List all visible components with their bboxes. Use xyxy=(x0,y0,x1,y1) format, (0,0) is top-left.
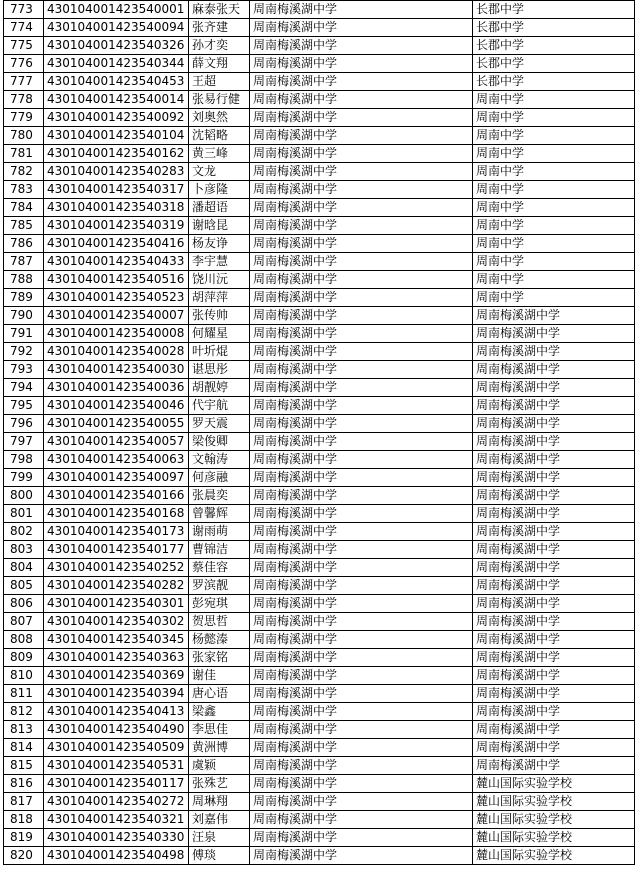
student-name: 汪泉 xyxy=(189,829,250,847)
student-id: 430104001423540326 xyxy=(44,37,189,55)
table-row xyxy=(4,217,635,235)
student-id: 430104001423540001 xyxy=(44,1,189,19)
graduating-school: 周南梅溪湖中学 xyxy=(250,325,473,343)
row-number: 800 xyxy=(4,487,44,505)
row-number: 799 xyxy=(4,469,44,487)
student-id: 430104001423540055 xyxy=(44,415,189,433)
student-id: 430104001423540523 xyxy=(44,289,189,307)
student-name: 叶圻焜 xyxy=(189,343,250,361)
table-row xyxy=(4,325,635,343)
graduating-school: 周南梅溪湖中学 xyxy=(250,595,473,613)
admitted-school: 长郡中学 xyxy=(473,1,635,19)
student-id: 430104001423540057 xyxy=(44,433,189,451)
row-number: 797 xyxy=(4,433,44,451)
admitted-school: 周南梅溪湖中学 xyxy=(473,361,635,379)
row-number: 781 xyxy=(4,145,44,163)
graduating-school: 周南梅溪湖中学 xyxy=(250,235,473,253)
row-number: 795 xyxy=(4,397,44,415)
row-number: 804 xyxy=(4,559,44,577)
student-id: 430104001423540321 xyxy=(44,811,189,829)
table-row xyxy=(4,271,635,289)
student-id: 430104001423540014 xyxy=(44,91,189,109)
graduating-school: 周南梅溪湖中学 xyxy=(250,685,473,703)
table-row xyxy=(4,379,635,397)
student-name: 文翰涛 xyxy=(189,451,250,469)
student-id: 430104001423540319 xyxy=(44,217,189,235)
row-number: 784 xyxy=(4,199,44,217)
table-row xyxy=(4,163,635,181)
student-name: 麻泰张天 xyxy=(189,1,250,19)
table-row xyxy=(4,667,635,685)
student-name: 张晨奕 xyxy=(189,487,250,505)
table-row xyxy=(4,19,635,37)
admitted-school: 周南梅溪湖中学 xyxy=(473,577,635,595)
student-name: 黄洲博 xyxy=(189,739,250,757)
student-name: 刘嘉伟 xyxy=(189,811,250,829)
admitted-school: 周南梅溪湖中学 xyxy=(473,757,635,775)
row-number: 809 xyxy=(4,649,44,667)
admitted-school: 周南中学 xyxy=(473,289,635,307)
student-id: 430104001423540363 xyxy=(44,649,189,667)
student-id: 430104001423540272 xyxy=(44,793,189,811)
student-id: 430104001423540302 xyxy=(44,613,189,631)
admitted-school: 周南梅溪湖中学 xyxy=(473,523,635,541)
graduating-school: 周南梅溪湖中学 xyxy=(250,361,473,379)
admitted-school: 周南梅溪湖中学 xyxy=(473,325,635,343)
table-row xyxy=(4,775,635,793)
student-name: 虞颖 xyxy=(189,757,250,775)
table-row xyxy=(4,361,635,379)
admitted-school: 周南梅溪湖中学 xyxy=(473,541,635,559)
row-number: 814 xyxy=(4,739,44,757)
student-id: 430104001423540177 xyxy=(44,541,189,559)
student-name: 杨懿溱 xyxy=(189,631,250,649)
row-number: 785 xyxy=(4,217,44,235)
graduating-school: 周南梅溪湖中学 xyxy=(250,289,473,307)
row-number: 788 xyxy=(4,271,44,289)
table-row xyxy=(4,505,635,523)
table-row xyxy=(4,145,635,163)
student-id: 430104001423540317 xyxy=(44,181,189,199)
row-number: 819 xyxy=(4,829,44,847)
student-id: 430104001423540007 xyxy=(44,307,189,325)
admitted-school: 周南中学 xyxy=(473,235,635,253)
row-number: 792 xyxy=(4,343,44,361)
table-row xyxy=(4,307,635,325)
table-row xyxy=(4,181,635,199)
admitted-school: 周南梅溪湖中学 xyxy=(473,343,635,361)
student-id: 430104001423540369 xyxy=(44,667,189,685)
graduating-school: 周南梅溪湖中学 xyxy=(250,721,473,739)
table-row xyxy=(4,739,635,757)
student-id: 430104001423540413 xyxy=(44,703,189,721)
student-id: 430104001423540498 xyxy=(44,847,189,865)
student-id: 430104001423540490 xyxy=(44,721,189,739)
admitted-school: 周南中学 xyxy=(473,217,635,235)
student-name: 彭宛琪 xyxy=(189,595,250,613)
student-name: 孙才奕 xyxy=(189,37,250,55)
row-number: 779 xyxy=(4,109,44,127)
student-name: 李思佳 xyxy=(189,721,250,739)
table-row xyxy=(4,289,635,307)
graduating-school: 周南梅溪湖中学 xyxy=(250,1,473,19)
student-id: 430104001423540531 xyxy=(44,757,189,775)
table-row xyxy=(4,577,635,595)
admitted-school: 周南梅溪湖中学 xyxy=(473,379,635,397)
graduating-school: 周南梅溪湖中学 xyxy=(250,37,473,55)
table-row xyxy=(4,343,635,361)
student-name: 文龙 xyxy=(189,163,250,181)
student-name: 谢雨萌 xyxy=(189,523,250,541)
student-id: 430104001423540318 xyxy=(44,199,189,217)
student-name: 罗滨靓 xyxy=(189,577,250,595)
admitted-school: 周南梅溪湖中学 xyxy=(473,613,635,631)
student-name: 张齐建 xyxy=(189,19,250,37)
student-id: 430104001423540453 xyxy=(44,73,189,91)
table-row xyxy=(4,793,635,811)
student-name: 沈韬略 xyxy=(189,127,250,145)
row-number: 818 xyxy=(4,811,44,829)
admitted-school: 周南梅溪湖中学 xyxy=(473,739,635,757)
student-name: 谌思彤 xyxy=(189,361,250,379)
table-row xyxy=(4,235,635,253)
student-id: 430104001423540117 xyxy=(44,775,189,793)
graduating-school: 周南梅溪湖中学 xyxy=(250,19,473,37)
student-name: 薛文翔 xyxy=(189,55,250,73)
graduating-school: 周南梅溪湖中学 xyxy=(250,451,473,469)
admitted-school: 周南梅溪湖中学 xyxy=(473,667,635,685)
student-id: 430104001423540104 xyxy=(44,127,189,145)
table-row xyxy=(4,649,635,667)
student-id: 430104001423540433 xyxy=(44,253,189,271)
student-id: 430104001423540330 xyxy=(44,829,189,847)
admitted-school: 麓山国际实验学校 xyxy=(473,775,635,793)
row-number: 775 xyxy=(4,37,44,55)
admitted-school: 周南中学 xyxy=(473,145,635,163)
admitted-school: 周南中学 xyxy=(473,109,635,127)
student-id: 430104001423540008 xyxy=(44,325,189,343)
student-name: 代宇航 xyxy=(189,397,250,415)
student-name: 梁鑫 xyxy=(189,703,250,721)
row-number: 820 xyxy=(4,847,44,865)
row-number: 791 xyxy=(4,325,44,343)
graduating-school: 周南梅溪湖中学 xyxy=(250,703,473,721)
graduating-school: 周南梅溪湖中学 xyxy=(250,307,473,325)
student-name: 刘奥然 xyxy=(189,109,250,127)
table-row xyxy=(4,109,635,127)
row-number: 778 xyxy=(4,91,44,109)
graduating-school: 周南梅溪湖中学 xyxy=(250,379,473,397)
student-name: 饶川沅 xyxy=(189,271,250,289)
row-number: 798 xyxy=(4,451,44,469)
student-id: 430104001423540509 xyxy=(44,739,189,757)
student-name: 李宇慧 xyxy=(189,253,250,271)
graduating-school: 周南梅溪湖中学 xyxy=(250,91,473,109)
row-number: 815 xyxy=(4,757,44,775)
graduating-school: 周南梅溪湖中学 xyxy=(250,109,473,127)
student-name: 曹锦洁 xyxy=(189,541,250,559)
row-number: 806 xyxy=(4,595,44,613)
graduating-school: 周南梅溪湖中学 xyxy=(250,793,473,811)
student-id: 430104001423540046 xyxy=(44,397,189,415)
table-row xyxy=(4,55,635,73)
row-number: 810 xyxy=(4,667,44,685)
table-row xyxy=(4,523,635,541)
table-row xyxy=(4,541,635,559)
admitted-school: 周南中学 xyxy=(473,91,635,109)
admitted-school: 周南梅溪湖中学 xyxy=(473,595,635,613)
row-number: 816 xyxy=(4,775,44,793)
graduating-school: 周南梅溪湖中学 xyxy=(250,433,473,451)
graduating-school: 周南梅溪湖中学 xyxy=(250,847,473,865)
student-name: 曾馨辉 xyxy=(189,505,250,523)
row-number: 813 xyxy=(4,721,44,739)
student-name: 卜彦隆 xyxy=(189,181,250,199)
graduating-school: 周南梅溪湖中学 xyxy=(250,559,473,577)
student-name: 黄三峰 xyxy=(189,145,250,163)
table-row xyxy=(4,199,635,217)
table-row xyxy=(4,559,635,577)
table-row xyxy=(4,415,635,433)
graduating-school: 周南梅溪湖中学 xyxy=(250,415,473,433)
graduating-school: 周南梅溪湖中学 xyxy=(250,469,473,487)
graduating-school: 周南梅溪湖中学 xyxy=(250,487,473,505)
admitted-school: 周南梅溪湖中学 xyxy=(473,433,635,451)
student-name: 杨友诤 xyxy=(189,235,250,253)
admitted-school: 麓山国际实验学校 xyxy=(473,793,635,811)
graduating-school: 周南梅溪湖中学 xyxy=(250,613,473,631)
student-id: 430104001423540301 xyxy=(44,595,189,613)
table-row xyxy=(4,703,635,721)
row-number: 805 xyxy=(4,577,44,595)
student-id: 430104001423540344 xyxy=(44,55,189,73)
table-row xyxy=(4,487,635,505)
admitted-school: 周南梅溪湖中学 xyxy=(473,469,635,487)
table-row xyxy=(4,811,635,829)
row-number: 776 xyxy=(4,55,44,73)
row-number: 803 xyxy=(4,541,44,559)
graduating-school: 周南梅溪湖中学 xyxy=(250,55,473,73)
graduating-school: 周南梅溪湖中学 xyxy=(250,217,473,235)
admitted-school: 周南中学 xyxy=(473,199,635,217)
admitted-school: 周南中学 xyxy=(473,163,635,181)
admission-list-table xyxy=(3,0,635,865)
graduating-school: 周南梅溪湖中学 xyxy=(250,811,473,829)
admitted-school: 长郡中学 xyxy=(473,55,635,73)
student-name: 张传帅 xyxy=(189,307,250,325)
student-name: 胡萍萍 xyxy=(189,289,250,307)
table-row xyxy=(4,253,635,271)
row-number: 808 xyxy=(4,631,44,649)
row-number: 774 xyxy=(4,19,44,37)
student-name: 张易行健 xyxy=(189,91,250,109)
admitted-school: 周南梅溪湖中学 xyxy=(473,415,635,433)
student-id: 430104001423540063 xyxy=(44,451,189,469)
graduating-school: 周南梅溪湖中学 xyxy=(250,577,473,595)
admitted-school: 麓山国际实验学校 xyxy=(473,829,635,847)
graduating-school: 周南梅溪湖中学 xyxy=(250,829,473,847)
admitted-school: 周南梅溪湖中学 xyxy=(473,721,635,739)
table-row xyxy=(4,127,635,145)
admitted-school: 周南梅溪湖中学 xyxy=(473,685,635,703)
admitted-school: 周南中学 xyxy=(473,181,635,199)
student-id: 430104001423540166 xyxy=(44,487,189,505)
student-name: 梁俊卿 xyxy=(189,433,250,451)
admitted-school: 周南梅溪湖中学 xyxy=(473,703,635,721)
row-number: 789 xyxy=(4,289,44,307)
table-row xyxy=(4,91,635,109)
row-number: 780 xyxy=(4,127,44,145)
admitted-school: 长郡中学 xyxy=(473,37,635,55)
graduating-school: 周南梅溪湖中学 xyxy=(250,145,473,163)
graduating-school: 周南梅溪湖中学 xyxy=(250,667,473,685)
graduating-school: 周南梅溪湖中学 xyxy=(250,73,473,91)
student-name: 贺思哲 xyxy=(189,613,250,631)
student-id: 430104001423540252 xyxy=(44,559,189,577)
admitted-school: 周南中学 xyxy=(473,271,635,289)
table-row xyxy=(4,433,635,451)
table-row xyxy=(4,595,635,613)
graduating-school: 周南梅溪湖中学 xyxy=(250,127,473,145)
student-name: 谢佳 xyxy=(189,667,250,685)
admitted-school: 周南梅溪湖中学 xyxy=(473,451,635,469)
student-id: 430104001423540036 xyxy=(44,379,189,397)
graduating-school: 周南梅溪湖中学 xyxy=(250,253,473,271)
row-number: 807 xyxy=(4,613,44,631)
table-row xyxy=(4,73,635,91)
graduating-school: 周南梅溪湖中学 xyxy=(250,739,473,757)
row-number: 802 xyxy=(4,523,44,541)
graduating-school: 周南梅溪湖中学 xyxy=(250,343,473,361)
table-row xyxy=(4,829,635,847)
student-name: 何彦融 xyxy=(189,469,250,487)
row-number: 801 xyxy=(4,505,44,523)
student-name: 蔡佳容 xyxy=(189,559,250,577)
row-number: 790 xyxy=(4,307,44,325)
row-number: 794 xyxy=(4,379,44,397)
student-id: 430104001423540094 xyxy=(44,19,189,37)
student-name: 罗天震 xyxy=(189,415,250,433)
row-number: 787 xyxy=(4,253,44,271)
table-row xyxy=(4,37,635,55)
table-row xyxy=(4,613,635,631)
admitted-school: 麓山国际实验学校 xyxy=(473,847,635,865)
graduating-school: 周南梅溪湖中学 xyxy=(250,523,473,541)
table-row xyxy=(4,721,635,739)
graduating-school: 周南梅溪湖中学 xyxy=(250,541,473,559)
graduating-school: 周南梅溪湖中学 xyxy=(250,757,473,775)
graduating-school: 周南梅溪湖中学 xyxy=(250,181,473,199)
table-row xyxy=(4,757,635,775)
table-row xyxy=(4,1,635,19)
graduating-school: 周南梅溪湖中学 xyxy=(250,505,473,523)
student-id: 430104001423540516 xyxy=(44,271,189,289)
admitted-school: 长郡中学 xyxy=(473,73,635,91)
graduating-school: 周南梅溪湖中学 xyxy=(250,649,473,667)
admitted-school: 周南梅溪湖中学 xyxy=(473,487,635,505)
row-number: 777 xyxy=(4,73,44,91)
student-id: 430104001423540416 xyxy=(44,235,189,253)
admitted-school: 长郡中学 xyxy=(473,19,635,37)
row-number: 786 xyxy=(4,235,44,253)
student-id: 430104001423540173 xyxy=(44,523,189,541)
student-id: 430104001423540097 xyxy=(44,469,189,487)
admitted-school: 周南梅溪湖中学 xyxy=(473,559,635,577)
student-name: 胡靓婷 xyxy=(189,379,250,397)
row-number: 811 xyxy=(4,685,44,703)
table-row xyxy=(4,631,635,649)
admitted-school: 周南梅溪湖中学 xyxy=(473,649,635,667)
student-name: 张殊艺 xyxy=(189,775,250,793)
row-number: 796 xyxy=(4,415,44,433)
table-row xyxy=(4,685,635,703)
table-body xyxy=(4,1,635,865)
student-name: 谢晗昆 xyxy=(189,217,250,235)
graduating-school: 周南梅溪湖中学 xyxy=(250,775,473,793)
student-id: 430104001423540092 xyxy=(44,109,189,127)
graduating-school: 周南梅溪湖中学 xyxy=(250,163,473,181)
table-row xyxy=(4,847,635,865)
graduating-school: 周南梅溪湖中学 xyxy=(250,271,473,289)
admitted-school: 麓山国际实验学校 xyxy=(473,811,635,829)
graduating-school: 周南梅溪湖中学 xyxy=(250,631,473,649)
table-row xyxy=(4,397,635,415)
admitted-school: 周南梅溪湖中学 xyxy=(473,505,635,523)
admitted-school: 周南中学 xyxy=(473,127,635,145)
student-id: 430104001423540282 xyxy=(44,577,189,595)
admitted-school: 周南梅溪湖中学 xyxy=(473,307,635,325)
student-id: 430104001423540028 xyxy=(44,343,189,361)
row-number: 783 xyxy=(4,181,44,199)
table-row xyxy=(4,469,635,487)
student-name: 周琳翔 xyxy=(189,793,250,811)
student-id: 430104001423540162 xyxy=(44,145,189,163)
student-id: 430104001423540030 xyxy=(44,361,189,379)
admitted-school: 周南中学 xyxy=(473,253,635,271)
table-row xyxy=(4,451,635,469)
graduating-school: 周南梅溪湖中学 xyxy=(250,397,473,415)
row-number: 793 xyxy=(4,361,44,379)
student-name: 唐心语 xyxy=(189,685,250,703)
student-name: 王超 xyxy=(189,73,250,91)
student-name: 张家铭 xyxy=(189,649,250,667)
admitted-school: 周南梅溪湖中学 xyxy=(473,631,635,649)
row-number: 812 xyxy=(4,703,44,721)
graduating-school: 周南梅溪湖中学 xyxy=(250,199,473,217)
admitted-school: 周南梅溪湖中学 xyxy=(473,397,635,415)
row-number: 782 xyxy=(4,163,44,181)
student-id: 430104001423540168 xyxy=(44,505,189,523)
student-id: 430104001423540394 xyxy=(44,685,189,703)
student-id: 430104001423540345 xyxy=(44,631,189,649)
student-name: 傅琰 xyxy=(189,847,250,865)
row-number: 817 xyxy=(4,793,44,811)
row-number: 773 xyxy=(4,1,44,19)
student-id: 430104001423540283 xyxy=(44,163,189,181)
student-name: 潘超语 xyxy=(189,199,250,217)
student-name: 何耀星 xyxy=(189,325,250,343)
